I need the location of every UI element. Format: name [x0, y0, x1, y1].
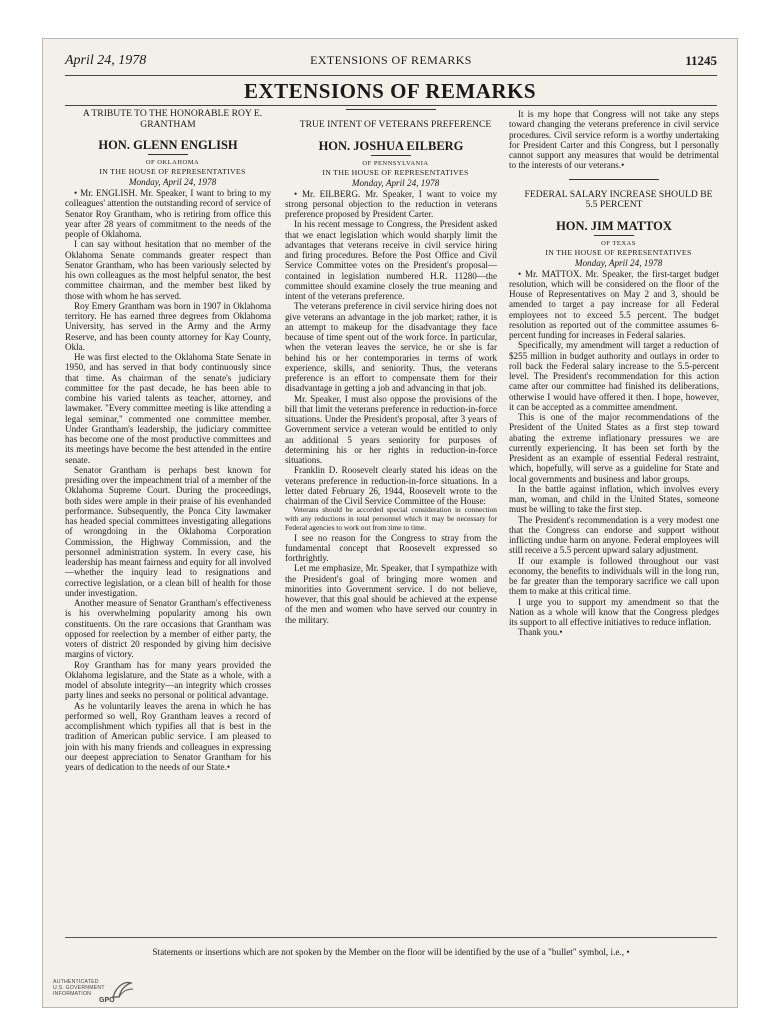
paragraph: Another measure of Senator Grantham's effectiveness is his overwhelming popularity among his own constituents. On the rare occasions that Grantham was opposed for reelection by a member of either party, the voters of district 20 responded by giving him decisive margins of victory. — [65, 598, 271, 660]
paragraph: I can say without hesitation that no member of the Oklahoma Senate commands greater respect than Senator Grantham, who has been variously selected by his own colleagues as the most helpful senator, the best committee chairman, and the member best liked by those with whom he has served. — [65, 239, 271, 301]
house-line: IN THE HOUSE OF REPRESENTATIVES — [99, 167, 246, 176]
running-head — [65, 53, 717, 73]
article-title: A TRIBUTE TO THE HONORABLE ROY E. GRANTHAM — [82, 108, 263, 130]
house-line: IN THE HOUSE OF REPRESENTATIVES — [322, 167, 469, 177]
paragraph: Mr. Speaker, I must also oppose the provisions of the bill that limit the veterans preference in reduction-in-force situations. Under the President's proposal, after 3 years of Government service a veteran would be entitled to only an additional 5 years seniority for purposes of determining his or her rights in reduction-in-force situations. — [285, 393, 497, 465]
gpo-stamp-text: AUTHENTICATED U.S. GOVERNMENT INFORMATION — [53, 979, 105, 997]
record-page — [42, 38, 738, 1008]
footer-note: Statements or insertions which are not spoken by the Member on the floor will be identified by the use of a "bullet" symbol, i.e., • — [152, 947, 630, 957]
gpo-label: GPO — [99, 997, 115, 1004]
title-rule — [65, 105, 717, 106]
gpo-authentication-stamp — [53, 977, 143, 1005]
divider — [346, 109, 436, 110]
paragraph: This is one of the major recommendations of the President of the United States as a first step toward abating the extreme inflationary pressures we are currently experiencing. It has been set forth by the President as an example of essential Federal restraint, which, hopefully, will serve as a guideline for State and local governments and business and labor groups. — [509, 412, 719, 484]
speaker-state: OF TEXAS — [601, 239, 636, 247]
paragraph: Senator Grantham is perhaps best known for presiding over the impeachment trial of a member of the Oklahoma Supreme Court. During the proceedings, both sides were ample in their praise of his evenhanded performance. Subsequently, the Ponca City lawmaker has headed special committees investigating allegations of wrongdoing in the Oklahoma Corporation Commission, the Highway Commission, and the personnel administration system. In every case, his leadership has meant fairness and equity for all involved—whether the inquiry lead to resignations and corrective legislation, or a clean bill of health for those under investigation. — [65, 464, 271, 598]
paragraph: • Mr. EILBERG. Mr. Speaker, I want to voice my strong personal objection to the reduction in veterans preference proposed by President Carter. — [285, 188, 497, 219]
speech-date: Monday, April 24, 1978 — [128, 177, 217, 187]
paragraph: I urge you to support my amendment so that the Nation as a whole will know that the Congress pledges its support to all effective initiatives to reduce inflation. — [509, 596, 719, 627]
speech-date: Monday, April 24, 1978 — [351, 177, 440, 188]
paragraph: The President's recommendation is a very modest one that the Congress can endorse and support without inflicting undue harm on anyone. Federal employees will still receive a 5.5 percent upward salary adjustment. — [509, 514, 719, 556]
paragraph: Roy Grantham has for many years provided the Oklahoma legislature, and the State as a whole, with a model of absolute integrity—an integrity which crosses party lines and seeks no personal or political advantage. — [65, 659, 271, 701]
speaker-state: OF OKLAHOMA — [145, 159, 200, 166]
running-head-section: EXTENSIONS OF REMARKS — [310, 53, 472, 67]
running-head-date: April 24, 1978 — [65, 53, 147, 68]
paragraph: Specifically, my amendment will target a reduction of $255 million in budget authority and outlays in order to roll back the Federal salary increase to the 5.5-percent level. The President's recommendation for this action came after our committee had finished its deliberations, otherwise I would have offered it then. I hope, however, it can be accepted as a committee amendment. — [509, 340, 719, 412]
block-quote — [285, 506, 497, 532]
paragraph: He was first elected to the Oklahoma State Senate in 1950, and has served in that body continuously since that time. As chairman of the senate's judiciary committee for the past decade, he has been able to combine his varied talents as teacher, attorney, and lawmaker. "Every committee meeting is like attending a legal seminar," commented one committee member. Under Grantham's leadership, the judiciary committee has become one of the most productive committees and its meetings have become the best attended in the entire senate. — [65, 352, 271, 465]
footer-rule — [65, 937, 717, 938]
article-title: TRUE INTENT OF VETERANS PREFERENCE — [299, 119, 492, 130]
page-title: EXTENSIONS OF REMARKS — [243, 79, 537, 103]
speaker-name: HON. GLENN ENGLISH — [98, 138, 238, 152]
house-line: IN THE HOUSE OF REPRESENTATIVES — [545, 247, 692, 257]
column-2 — [285, 109, 497, 625]
paragraph: As he voluntarily leaves the arena in which he has performed so well, Roy Grantham leaves a record of accomplishment which typifies all that is best in the tradition of American public service. I am pleased to join with his many friends and colleagues in expressing our deepest appreciation to Senator Grantham for his years of dedication to the needs of our State.• — [65, 700, 271, 772]
paragraph: It is my hope that Congress will not take any steps toward changing the veterans preference in civil service procedures. Civil service reform is a worthy undertaking for President Carter and this Congress, but I personally cannot support any measures that would be detrimental to the interests of our veterans.• — [509, 109, 719, 171]
quote-text: Veterans should be accorded special consideration in connection with any reductions in total personnel which it may be necessary for Federal agencies to work out from time to time. — [285, 505, 497, 532]
paragraph: The veterans preference in civil service hiring does not give veterans an advantage in the job market; rather, it is an attempt to makeup for the disadvantage they face because of time spent out of the work force. In particular, when the veteran leaves the service, he or she is far behind his or her contemporaries in terms of work experience, skills, and seniority. Thus, the veterans preference is an effort to compensate them for their disadvantage in getting a job and advancing in that job. — [285, 301, 497, 394]
speaker-name: HON. JIM MATTOX — [556, 218, 672, 233]
paragraph: If our example is followed throughout our vast economy, the benefits to individuals will in the long run, be far greater than the temporary sacrifice we call upon them to make at this critical time. — [509, 555, 719, 597]
paragraph: In the battle against inflation, which involves every man, woman, and child in the United States, someone must be willing to take the first step. — [509, 483, 719, 515]
divider — [569, 179, 659, 180]
article-title: FEDERAL SALARY INCREASE SHOULD BE 5.5 PERCENT — [524, 188, 713, 210]
header-rule — [65, 75, 717, 76]
paragraph: Let me emphasize, Mr. Speaker, that I sympathize with the President's goal of bringing more women and minorities into Government service. I do not believe, however, that this goal should be achieved at the expense of the men and women who have served our country in the military. — [285, 563, 497, 625]
speaker-state: OF PENNSYLVANIA — [362, 159, 429, 167]
divider — [148, 154, 188, 155]
speaker-name: HON. JOSHUA EILBERG — [318, 138, 464, 153]
column-1 — [65, 109, 271, 772]
paragraph: • Mr. ENGLISH. Mr. Speaker, I want to bring to my colleagues' attention the outstanding record of service of Senator Roy Grantham, who is retiring from office this year after 28 years of commitment to the needs of the people of Oklahoma. — [65, 188, 271, 239]
divider — [371, 155, 411, 156]
paragraph: Franklin D. Roosevelt clearly stated his ideas on the veterans preference in reduction-in-force situations. In a letter dated February 26, 1944, Roosevelt wrote to the chairman of the Civil Service Committee of the House: — [285, 465, 497, 506]
paragraph: Roy Emery Grantham was born in 1907 in Oklahoma territory. He has earned three degrees from Oklahoma University, has served in the Army and the Army Reserve, and has been county attorney for Kay County, Okla. — [65, 300, 271, 352]
page-number: 11245 — [685, 53, 717, 68]
column-3 — [509, 109, 719, 638]
paragraph: • Mr. MATTOX. Mr. Speaker, the first-target budget resolution, which will be considered on the floor of the House of Representatives on May 2 and 3, should be amended to target a pay increase for all Federal employees not to exceed 5.5 percent. The budget resolution as reported out of the committee assumes 6-percent funding for increases in Federal salaries. — [509, 268, 719, 340]
speech-date: Monday, April 24, 1978 — [574, 257, 663, 268]
paragraph: Thank you.• — [518, 627, 563, 638]
divider — [594, 235, 634, 236]
paragraph: In his recent message to Congress, the President asked that we enact legislation which would sharply limit the advantages that veterans receive in civil service hiring and firing procedures. Before the Post Office and Civil Service Committee votes on the President's proposal—contained in legislation numbered H.R. 11280—the committee should examine closely the true meaning and intent of the veterans preference. — [285, 219, 497, 301]
paragraph: I see no reason for the Congress to stray from the fundamental concept that Roosevelt expressed so forthrightly. — [285, 532, 497, 564]
